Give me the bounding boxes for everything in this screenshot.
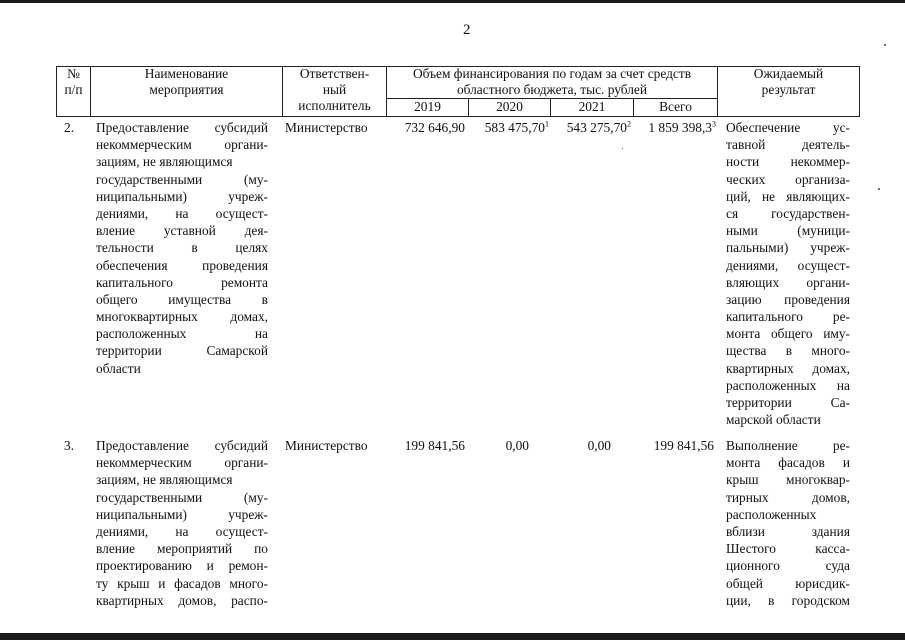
row-name-line: некоммерческим органи- bbox=[96, 137, 268, 153]
row-result-line: пальными) учреж- bbox=[726, 240, 850, 256]
row-result-line: общей юрисдик- bbox=[726, 575, 850, 591]
footnote-marker: 3 bbox=[712, 119, 716, 129]
row-result-line: зацию проведения bbox=[726, 291, 850, 307]
row-result-line: ции, в городском bbox=[726, 592, 850, 608]
row-result-line: Шестого касса- bbox=[726, 541, 850, 557]
row-name-line: обеспечения проведения bbox=[96, 257, 268, 273]
row-result-line: монта фасадов и bbox=[726, 455, 850, 471]
row-result-line: вблизи здания bbox=[726, 523, 850, 539]
row-result-line: ционного суда bbox=[726, 558, 850, 574]
row-responsible: Министерство bbox=[285, 438, 368, 453]
row-result bbox=[726, 437, 850, 609]
row-name-line: вление уставной дея- bbox=[96, 223, 268, 239]
row-name-line: области bbox=[96, 360, 141, 376]
row-result-line: ческих организа- bbox=[726, 171, 850, 187]
row-name-line: некоммерческим органи- bbox=[96, 455, 268, 471]
row-result-line: монта общего иму- bbox=[726, 326, 850, 342]
page-number: 2 bbox=[463, 22, 471, 38]
row-result-line: щества в много- bbox=[726, 343, 850, 359]
row-result-line: ций, не являющих- bbox=[726, 188, 850, 204]
row-name-line: Предоставление субсидий bbox=[96, 438, 268, 453]
scan-speck bbox=[878, 188, 880, 190]
row-value-2019: 732 646,90 bbox=[404, 120, 465, 135]
row-result-line: тирных домов, bbox=[726, 489, 850, 505]
row-responsible: Министерство bbox=[285, 120, 368, 135]
row-total: 1 859 398,3$^3$ bbox=[648, 119, 716, 135]
row-result-line: расположенных на bbox=[726, 377, 850, 393]
row-value-2021: 0,00 bbox=[587, 438, 611, 453]
row-result-line: вляющих органи- bbox=[726, 274, 850, 290]
row-name-line: ниципальными) учреж- bbox=[96, 188, 268, 204]
row-name-line: ниципальными) учреж- bbox=[96, 506, 268, 522]
row-total: 199 841,56 bbox=[653, 438, 714, 453]
row-name-line: дениями, на осущест- bbox=[96, 523, 268, 539]
row-value-2021: 543 275,70$^2$ bbox=[566, 119, 631, 135]
row-name bbox=[96, 437, 268, 609]
row-name bbox=[96, 119, 268, 377]
header-year-2021: 2021 bbox=[578, 99, 606, 114]
row-result-line: ся государствен- bbox=[726, 205, 850, 221]
header-total: Всего bbox=[659, 99, 692, 114]
footnote-marker: 2 bbox=[627, 119, 631, 129]
row-result-line: капитального ре- bbox=[726, 309, 850, 325]
row-name-line: квартирных домов, распо- bbox=[96, 592, 268, 608]
row-name-line: Предоставление субсидий bbox=[96, 120, 268, 135]
row-result-line: ности некоммер- bbox=[726, 154, 850, 170]
row-name-line: ту крыш и фасадов много- bbox=[96, 575, 268, 591]
row-name-line: капитального ремонта bbox=[96, 274, 268, 290]
header-num: № п/п bbox=[64, 66, 83, 97]
row-name-line: общего имущества в bbox=[96, 291, 268, 307]
row-value-2019: 199 841,56 bbox=[404, 438, 465, 453]
footnote-marker: 1 bbox=[545, 119, 549, 129]
row-result-line: ными (муници- bbox=[726, 223, 850, 239]
row-result-line: тавной деятель- bbox=[726, 137, 850, 153]
row-name-line: проектированию и ремон- bbox=[96, 558, 268, 574]
header-result: Ожидаемый результат bbox=[753, 66, 824, 97]
row-name-line: тельности в целях bbox=[96, 240, 268, 256]
column-divider bbox=[859, 66, 860, 116]
row-result-line: Выполнение ре- bbox=[726, 438, 850, 453]
row-result-line: марской области bbox=[726, 412, 821, 428]
row-result-line: территории Са- bbox=[726, 395, 850, 410]
row-result bbox=[726, 119, 850, 428]
header-year-2019: 2019 bbox=[414, 99, 441, 114]
header-funding: Объем финансирования по годам за счет средств областного бюджета, тыс. рублей bbox=[412, 66, 692, 97]
row-name-line: зациям, не являющимся bbox=[96, 154, 233, 170]
row-name-line: государственными (му- bbox=[96, 171, 268, 187]
header-year-2020: 2020 bbox=[496, 99, 523, 114]
row-number: 3. bbox=[64, 438, 75, 453]
financing-table bbox=[56, 66, 860, 636]
row-result-line: квартирных домах, bbox=[726, 360, 850, 376]
row-number: 2. bbox=[64, 120, 75, 135]
row-name-line: зациям, не являющимся bbox=[96, 472, 233, 488]
header-name: Наименование мероприятия bbox=[144, 66, 229, 97]
row-result-line: Обеспечение ус- bbox=[726, 120, 850, 135]
row-result-line: крыш многоквар- bbox=[726, 472, 850, 488]
row-name-line: дениями, на осущест- bbox=[96, 205, 268, 221]
row-result-line: расположенных bbox=[726, 506, 817, 522]
row-result-line: дениями, осущест- bbox=[726, 257, 850, 273]
row-value-2020: 583 475,70$^1$ bbox=[484, 119, 549, 135]
row-name-line: расположенных на bbox=[96, 326, 268, 342]
row-name-line: многоквартирных домах, bbox=[96, 309, 268, 325]
header-bottom-border bbox=[56, 116, 860, 117]
row-name-line: вление мероприятий по bbox=[96, 541, 268, 557]
header-responsible: Ответствен- ный исполнитель bbox=[298, 66, 371, 113]
scan-top-border bbox=[0, 0, 905, 3]
row-value-2020: 0,00 bbox=[505, 438, 529, 453]
row-name-line: государственными (му- bbox=[96, 489, 268, 505]
row-name-line: территории Самарской bbox=[96, 343, 268, 359]
scan-speck bbox=[884, 44, 886, 46]
